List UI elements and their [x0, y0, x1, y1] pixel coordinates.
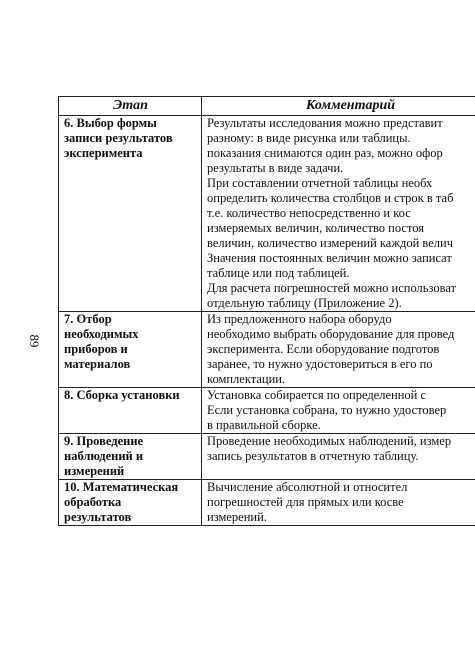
comment-line: Вычисление абсолютной и относител	[207, 480, 408, 494]
comment-cell	[202, 388, 475, 434]
comment-line: Для расчета погрешностей можно использоват	[207, 281, 457, 295]
stage-cell	[59, 312, 202, 388]
comment-line: отдельную таблицу (Приложение 2).	[207, 296, 402, 310]
stage-line: обработка	[64, 495, 122, 509]
comment-line: Проведение необходимых наблюдений, измер	[207, 434, 452, 448]
comment-line: величин, количество измерений каждой велич	[207, 236, 454, 250]
stage-line: наблюдений и	[64, 449, 144, 463]
comment-line: Установка собирается по определенной с	[207, 388, 427, 402]
stage-line: материалов	[64, 357, 131, 371]
comment-line: таблице или под таблицей.	[207, 266, 350, 280]
stage-cell	[59, 116, 202, 312]
table-row	[59, 388, 475, 434]
comment-paragraph	[207, 480, 475, 525]
stage-cell	[59, 434, 202, 480]
stage-line: необходимых	[64, 327, 139, 341]
comment-paragraph	[207, 312, 475, 387]
page-number: 89	[27, 334, 42, 348]
comment-line: комплектации.	[207, 372, 286, 386]
comment-paragraph	[207, 116, 475, 176]
comment-line: измерений.	[207, 510, 267, 524]
stage-line: 7. Отбор	[64, 312, 112, 326]
header-stage: Этап	[59, 97, 202, 116]
stage-line: 9. Проведение	[64, 434, 144, 448]
stage-line: 8. Сборка установки	[64, 388, 180, 402]
table-row	[59, 116, 475, 312]
table-row	[59, 480, 475, 526]
table-row	[59, 312, 475, 388]
header-comment: Комментарий	[202, 97, 475, 116]
stage-line: 10. Математическая	[64, 480, 179, 494]
comment-line: в правильной сборке.	[207, 418, 321, 432]
comment-line: показания снимаются один раз, можно офор	[207, 146, 443, 160]
table-header-row	[59, 97, 475, 116]
comment-line: Результаты исследования можно представит	[207, 116, 443, 130]
stage-cell	[59, 480, 202, 526]
table-body	[59, 116, 475, 526]
stage-cell	[59, 388, 202, 434]
stage-line: измерений	[64, 464, 125, 478]
comment-line: т.е. количество непосредственно и кос	[207, 206, 411, 220]
comment-line: заранее, то нужно удостовериться в его по	[207, 357, 433, 371]
comment-line: измеряемых величин, количество постоя	[207, 221, 425, 235]
stage-line: результатов	[64, 510, 132, 524]
table-row	[59, 434, 475, 480]
comment-cell	[202, 312, 475, 388]
comment-line: эксперимента. Если оборудование подготов	[207, 342, 440, 356]
comment-paragraph	[207, 388, 475, 433]
comment-line: запись результатов в отчетную таблицу.	[207, 449, 419, 463]
stage-line: эксперимента	[64, 146, 143, 160]
comment-line: погрешностей для прямых или косве	[207, 495, 404, 509]
comment-paragraph	[207, 251, 475, 281]
stages-table	[58, 96, 475, 526]
comment-paragraph	[207, 176, 475, 251]
stage-line: 6. Выбор формы	[64, 116, 157, 130]
stage-line: записи результатов	[64, 131, 173, 145]
comment-cell	[202, 116, 475, 312]
comment-line: Если установка собрана, то нужно удостовер	[207, 403, 447, 417]
comment-line: При составлении отчетной таблицы необх	[207, 176, 433, 190]
stage-line: приборов и	[64, 342, 128, 356]
comment-line: необходимо выбрать оборудование для провед	[207, 327, 455, 341]
comment-cell	[202, 434, 475, 480]
comment-line: Из предложенного набора оборудо	[207, 312, 392, 326]
comment-line: Значения постоянных величин можно записат	[207, 251, 452, 265]
comment-line: определить количества столбцов и строк в таб	[207, 191, 454, 205]
comment-cell	[202, 480, 475, 526]
comment-paragraph	[207, 281, 475, 311]
comment-line: разному: в виде рисунка или таблицы.	[207, 131, 411, 145]
comment-paragraph	[207, 434, 475, 464]
comment-line: результаты в виде задачи.	[207, 161, 344, 175]
